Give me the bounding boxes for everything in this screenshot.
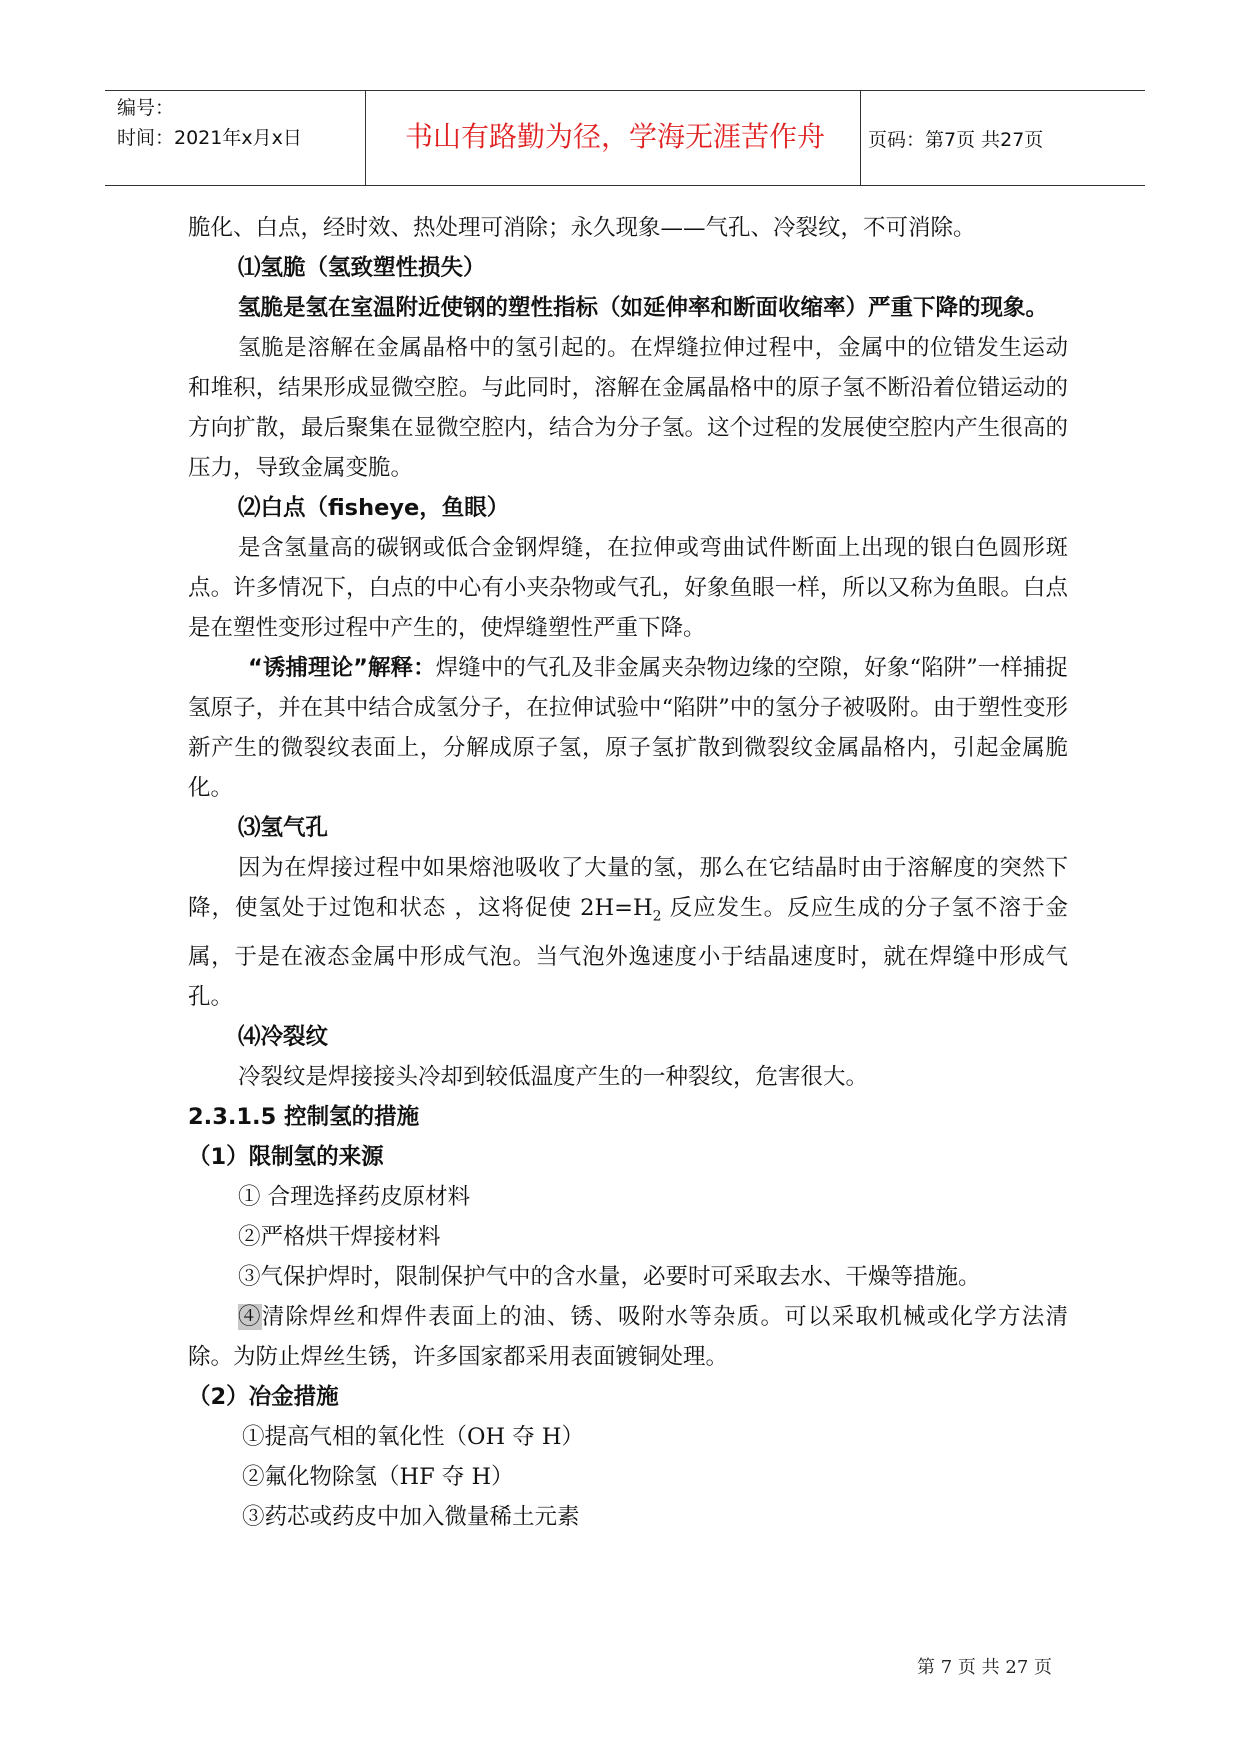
paragraph: 脆化、白点，经时效、热处理可消除；永久现象——气孔、冷裂纹，不可消除。 <box>188 215 976 241</box>
paragraph-text: 反应发生。反应生成的分子氢不溶于金属，于是在液态金属中形成气泡。当气泡外逸速度小于结晶速度时，就在焊缝中形成气孔。 <box>188 895 1069 1010</box>
paragraph: 冷裂纹是焊接接头冷却到较低温度产生的一种裂纹，危害很大。 <box>238 1063 869 1090</box>
paragraph <box>188 848 1068 1017</box>
time-label: 时间：2021年x月x日 <box>117 127 302 149</box>
theory-text: 焊缝中的气孔及非金属夹杂物边缘的空隙，好象“陷阱”一样捕捉氢原子，并在其中结合成氢分子，在拉伸试验中“陷阱”中的氢分子被吸附。由于塑性变形新产生的微裂纹表面上，分解成原子氢，原子氢扩散到微裂纹金属晶格内，引起金属脆化。 <box>188 655 1068 801</box>
list-item: ③气保护焊时，限制保护气中的含水量，必要时可采取去水、干燥等措施。 <box>238 1263 981 1290</box>
paragraph-text: 因为在焊接过程中如果熔池吸收了大量的氢，那么在它结晶时由于溶解度的突然下降，使氢处于过饱和状态 ，这将促使 2H=H <box>188 855 1068 921</box>
header-motto: 书山有路勤为径，学海无涯苦作舟 <box>404 120 825 153</box>
paragraph <box>188 648 1068 808</box>
list-item <box>188 1297 1068 1377</box>
header-divider <box>860 91 861 185</box>
page-footer: 第 7 页 共 27 页 <box>917 1657 1052 1678</box>
list-item: ①提高气相的氧化性（OH 夺 H） <box>242 1423 584 1450</box>
paragraph: 是含氢量高的碳钢或低合金钢焊缝，在拉伸或弯曲试件断面上出现的银白色圆形斑点。许多情况下，白点的中心有小夹杂物或气孔，好象鱼眼一样，所以又称为鱼眼。白点是在塑性变形过程中产生的，使焊缝塑性严重下降。 <box>188 535 1068 641</box>
theory-label: “诱捕理论”解释： <box>248 655 436 681</box>
list-item-text: 清除焊丝和焊件表面上的油、锈、吸附水等杂质。可以采取机械或化学方法清除。为防止焊丝生锈，许多国家都采用表面镀铜处理。 <box>188 1303 1068 1370</box>
list-item: ① 合理选择药皮原材料 <box>238 1183 471 1210</box>
header-page-number: 页码：第7页 共27页 <box>868 129 1044 151</box>
number-label: 编号： <box>117 97 175 119</box>
page-header <box>105 90 1145 186</box>
heading-hydrogen-porosity: ⑶氢气孔 <box>238 815 329 841</box>
paragraph: 氢脆是溶解在金属晶格中的氢引起的。在焊缝拉伸过程中，金属中的位错发生运动和堆积，结果形成显微空腔。与此同时，溶解在金属晶格中的原子氢不断沿着位错运动的方向扩散，最后聚集在显微空腔内，结合为分子氢。这个过程的发展使空腔内产生很高的压力，导致金属变脆。 <box>188 335 1068 481</box>
subsection-heading: （1）限制氢的来源 <box>188 1143 384 1170</box>
subscript: 2 <box>652 908 662 925</box>
list-item: ②严格烘干焊接材料 <box>238 1223 441 1250</box>
list-item: ③药芯或药皮中加入微量稀土元素 <box>242 1503 580 1530</box>
header-meta <box>117 93 302 153</box>
heading-cold-crack: ⑷冷裂纹 <box>238 1023 329 1050</box>
subsection-heading: （2）冶金措施 <box>188 1383 339 1410</box>
definition-paragraph: 氢脆是氢在室温附近使钢的塑性指标（如延伸率和断面收缩率）严重下降的现象。 <box>238 295 1049 321</box>
header-divider <box>365 91 366 185</box>
highlighted-number: ④ <box>238 1303 262 1330</box>
heading-hydrogen-embrittlement: ⑴氢脆（氢致塑性损失） <box>238 255 486 281</box>
heading-white-spot: ⑵白点（fisheye，鱼眼） <box>238 495 510 521</box>
list-item: ②氟化物除氢（HF 夺 H） <box>242 1463 514 1490</box>
section-heading: 2.3.1.5 控制氢的措施 <box>188 1103 420 1130</box>
document-body <box>188 208 1068 1537</box>
